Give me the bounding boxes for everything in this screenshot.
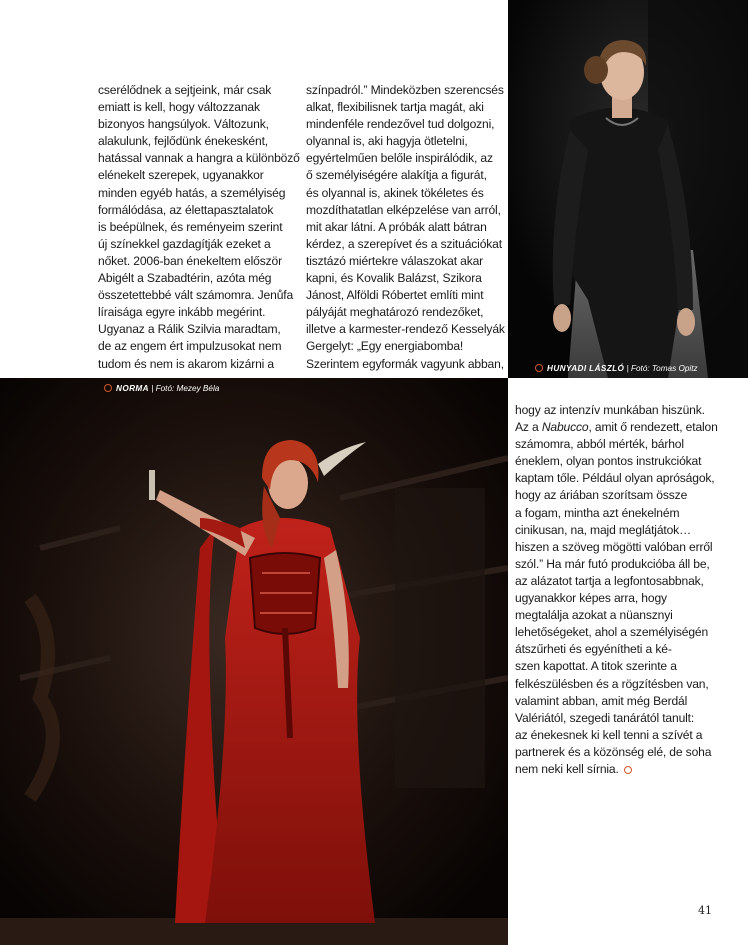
article-end-icon — [624, 766, 632, 774]
caption-credit: | Fotó: Mezey Béla — [148, 384, 220, 393]
text-line: tisztázó miértekre válaszokat akar — [306, 253, 484, 268]
text-line: is beépülnek, és reményeim szerint — [98, 219, 283, 234]
text-line: kérdez, a szerepívet és a szituációkat — [306, 236, 502, 251]
text-line: színpadról.” Mindeközben szerencsés — [306, 83, 504, 97]
text-line: tudom és nem is akarom kizárni a — [98, 356, 275, 371]
caption-bullet-icon — [104, 384, 112, 392]
text-line: Abigélt a Szabadtérin, azóta még — [98, 271, 272, 286]
norma-stage-illustration — [0, 378, 508, 945]
text-line: elénekelt szerepek, ugyanakkor — [98, 168, 264, 183]
text-line-group — [515, 436, 725, 761]
text-line: egyértelműen belőle inspirálódik, az — [306, 151, 493, 166]
text-line: líraisága egyre inkább megérint. — [98, 305, 266, 320]
text-line: felkészülésben és a rögzítésben van, — [515, 676, 709, 691]
text-run: nem neki kell sírnia. — [515, 761, 619, 776]
text-line: összetettebbé vált számomra. Jenůfa — [98, 288, 294, 303]
text-line: cserélődnek a sejtjeink, már csak — [98, 83, 272, 97]
text-line: ő személyiségére alakítja a figurát, — [306, 168, 487, 183]
text-column-1 — [98, 82, 300, 373]
text-line: és olyannal is, akinek tökéletes és — [306, 185, 484, 200]
text-line: mozdíthatatlan elképzelése van arról, — [306, 202, 501, 217]
text-line: hatással vannak a hangra a különböző — [98, 151, 300, 166]
photo-caption-norma — [104, 384, 219, 393]
text-line: Jánost, Alföldi Róbertet említi mint — [306, 288, 484, 303]
text-line: olyannal is, aki hagyja ötletelni, — [306, 134, 468, 149]
text-line: mit akar látni. A próbák alatt bátran — [306, 219, 487, 234]
text-line: Szerintem egyformák vagyunk abban, — [306, 356, 504, 371]
text-line: szen kapottat. A titok szerinte a — [515, 659, 677, 674]
text-line: valamint abban, amit még Berdál — [515, 693, 688, 708]
opera-title: Nabucco — [541, 420, 589, 435]
text-line: az alázatot tartja a legfontosabbnak, — [515, 573, 704, 588]
text-line: hogy az intenzív munkában hiszünk. — [515, 403, 705, 417]
text-run: , amit ő rendezett, etalon — [588, 420, 718, 435]
text-line: lehetőségeket, ahol a személyiségén — [515, 625, 709, 640]
text-line: kapni, és Kovalik Balázst, Szikora — [306, 271, 482, 286]
text-line: Gergelyt: „Egy energiabomba! — [306, 339, 464, 354]
page-number: 41 — [698, 904, 712, 917]
caption-credit: | Fotó: Tomas Opitz — [624, 364, 698, 373]
text-line: éneklem, olyan pontos instrukciókat — [515, 454, 702, 469]
text-line: a fogam, mintha azt énekelném — [515, 505, 680, 520]
text-line: alkat, flexibilisnek tartja magát, aki — [306, 100, 484, 115]
text-line: de az engem ért impulzusokat nem — [98, 339, 282, 354]
caption-title: HUNYADI LÁSZLÓ — [547, 364, 625, 373]
singer-portrait-illustration — [508, 0, 748, 378]
text-line: mindenféle rendezővel tud dolgozni, — [306, 117, 495, 132]
text-line: az énekesnek ki kell tenni a szívét a — [515, 727, 703, 742]
text-line: átszűrheti és egyénítheti a ké- — [515, 642, 672, 657]
text-line: minden egyéb hatás, a személyiség — [98, 185, 286, 200]
text-line: Ugyanaz a Rálik Szilvia maradtam, — [98, 322, 281, 337]
text-line: pályáját meghatározó rendezőket, — [306, 305, 484, 320]
text-run: Az a — [515, 420, 542, 435]
text-line — [515, 419, 725, 436]
text-line: partnerek és a közönség elé, de soha — [515, 744, 712, 759]
text-line: emiatt is kell, hogy változzanak — [98, 100, 260, 115]
text-line: cinikusan, na, majd meglátjátok… — [515, 522, 692, 537]
text-line: Valériától, szegedi tanárától tanult: — [515, 710, 695, 725]
photo-caption-hunyadi — [535, 364, 698, 373]
text-line: megtalálja azokat a nüansznyi — [515, 608, 673, 623]
text-line: nőket. 2006-ban énekeltem először — [98, 253, 282, 268]
text-line: szól.” Ha már futó produkcióba áll be, — [515, 556, 710, 571]
text-line-last — [515, 761, 725, 778]
text-column-2 — [306, 82, 505, 373]
photo-norma — [0, 378, 508, 945]
text-line: alakulunk, fejlődünk énekesként, — [98, 134, 269, 149]
text-line: számomra, abból mérték, bárhol — [515, 437, 684, 452]
text-line: ugyanakkor képes arra, hogy — [515, 591, 667, 606]
text-line: új színekkel gazdagítják ezeket a — [98, 236, 271, 251]
photo-hunyadi-laszlo — [508, 0, 748, 378]
text-line: kaptam tőle. Például olyan apróságok, — [515, 471, 715, 486]
caption-title: NORMA — [116, 384, 149, 393]
text-line: formálódása, az élettapasztalatok — [98, 202, 274, 217]
text-line: bizonyos hangsúlyok. Változunk, — [98, 117, 269, 132]
text-line: illetve a karmester-rendező Kesselyák — [306, 322, 505, 337]
text-line: hogy az áriában szorítsam össze — [515, 488, 688, 503]
caption-bullet-icon — [535, 364, 543, 372]
text-column-3 — [515, 402, 725, 778]
text-line: hiszen a szöveg mögötti valóban erről — [515, 539, 713, 554]
